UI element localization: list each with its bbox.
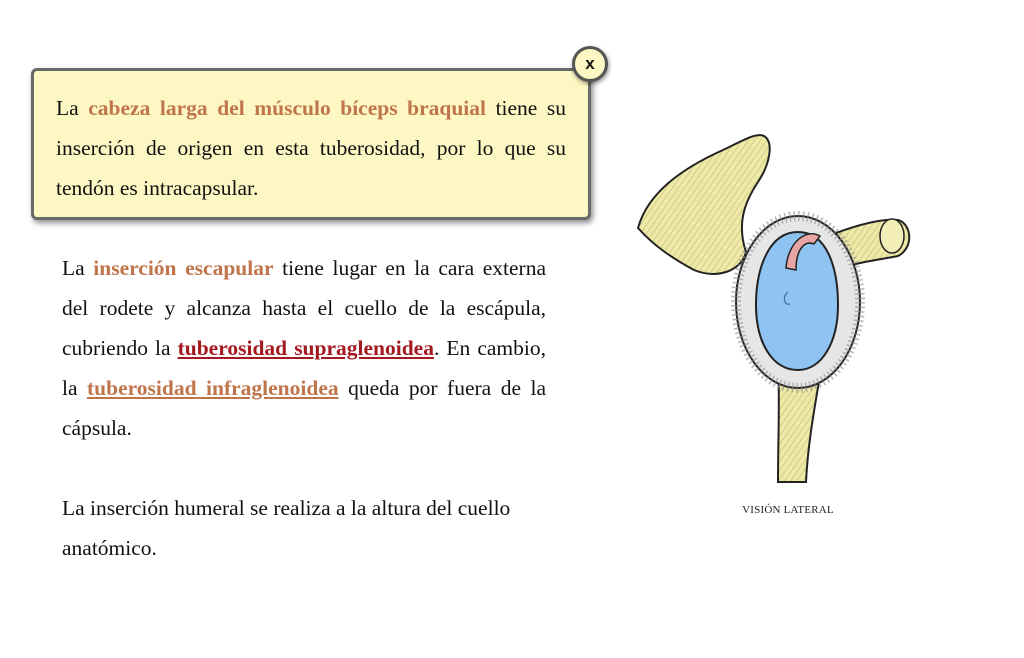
close-button[interactable] bbox=[572, 46, 608, 82]
link-tuberosidad-infraglenoidea[interactable]: tuberosidad infraglenoidea bbox=[87, 376, 339, 400]
link-tuberosidad-supraglenoidea[interactable]: tuberosidad supraglenoidea bbox=[177, 336, 434, 360]
tooltip-popup bbox=[31, 68, 591, 220]
tooltip-intro: La bbox=[56, 96, 79, 120]
main-content bbox=[62, 248, 546, 568]
close-icon: x bbox=[585, 54, 595, 73]
figure-caption: VISIÓN LATERAL bbox=[742, 504, 834, 516]
paragraph-insercion-humeral: La inserción humeral se realiza a la altura del cuello anatómico. bbox=[62, 496, 511, 560]
paragraph-insercion-escapular bbox=[62, 248, 546, 448]
p1-text-1: La bbox=[62, 256, 85, 280]
scapula-lateral-illustration bbox=[628, 120, 928, 490]
p1-text-2: tiene lugar en la cara externa del rodete y alcanza hasta el cuello de la escápula, cubriendo la bbox=[62, 256, 546, 360]
tooltip-text: tiene su inserción de origen en esta tuberosidad, por lo que su tendón es intracapsular. bbox=[56, 96, 567, 200]
p1-highlight-insercion-escapular: inserción escapular bbox=[93, 256, 274, 280]
p1-text-3: . En cambio, la bbox=[62, 336, 546, 400]
tooltip-highlight: cabeza larga del músculo bíceps braquial bbox=[88, 96, 486, 120]
p1-text-4: queda por fuera de la cápsula. bbox=[62, 376, 546, 440]
